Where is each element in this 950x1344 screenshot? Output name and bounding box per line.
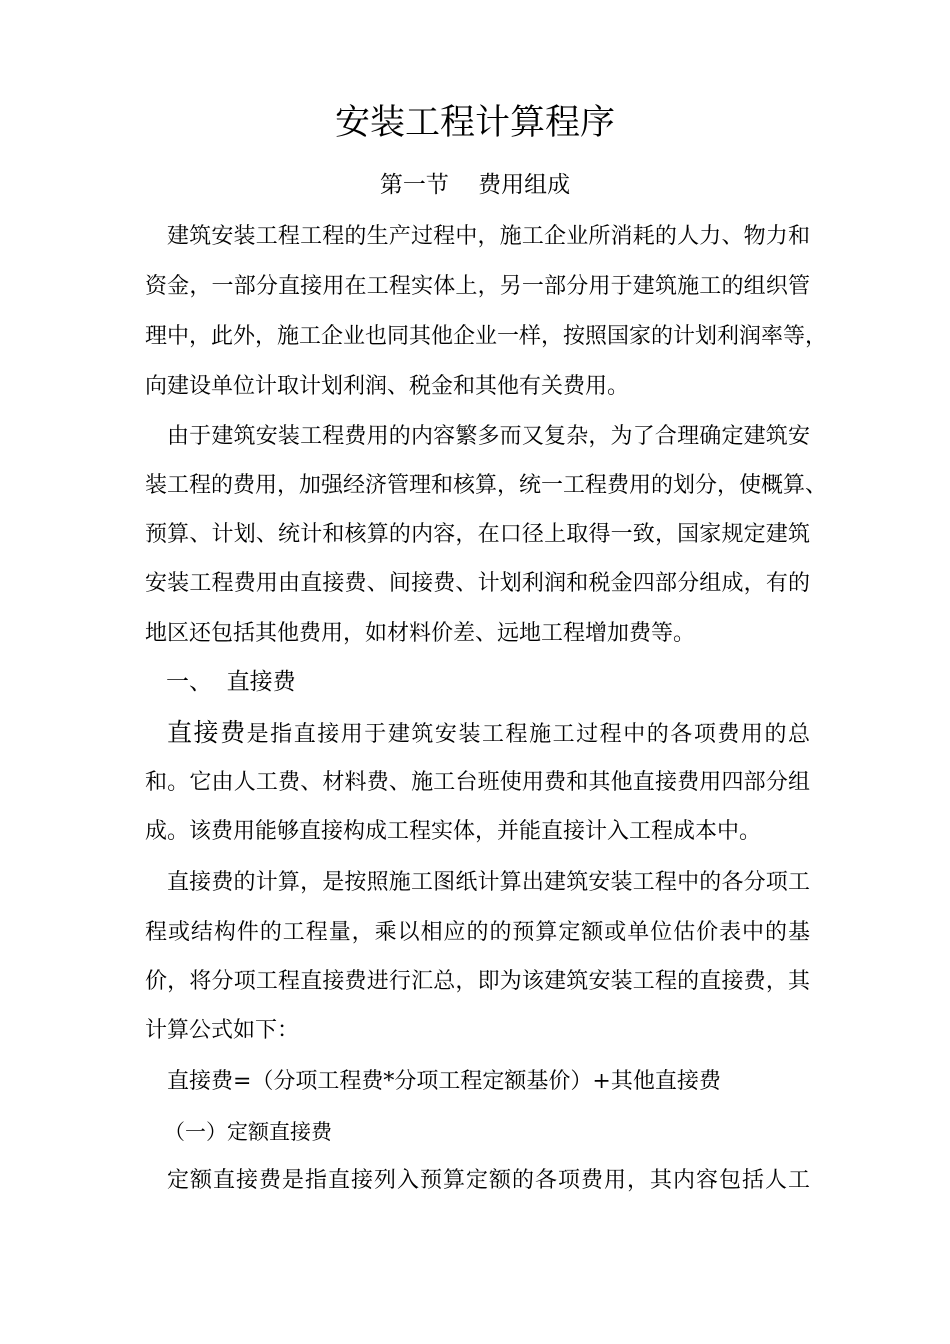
paragraph-text: 是指直接用于建筑安装工程施工过程中的各项费用的总 xyxy=(246,722,810,747)
paragraph-line: 直接费的计算，是按照施工图纸计算出建筑安装工程中的各分项工 xyxy=(167,870,810,895)
formula: 直接费=（分项工程费*分项工程定额基价）+其他直接费 xyxy=(167,1069,721,1094)
paragraph-line: 由于建筑安装工程费用的内容繁多而又复杂，为了合理确定建筑安 xyxy=(167,424,810,449)
paragraph-line: 定额直接费是指直接列入预算定额的各项费用，其内容包括人工 xyxy=(167,1168,810,1193)
paragraph-line: 地区还包括其他费用，如材料价差、远地工程增加费等。 xyxy=(145,621,696,646)
paragraph-line: 建筑安装工程工程的生产过程中，施工企业所消耗的人力、物力和 xyxy=(167,224,810,249)
document-title: 安装工程计算程序 xyxy=(334,103,615,143)
paragraph-line: 程或结构件的工程量，乘以相应的的预算定额或单位估价表中的基 xyxy=(145,920,810,945)
paragraph-line: 装工程的费用，加强经济管理和核算，统一工程费用的划分，使概算、 xyxy=(145,473,828,498)
paragraph-line: 资金，一部分直接用在工程实体上，另一部分用于建筑施工的组织管 xyxy=(145,274,810,299)
paragraph-line: 理中，此外，施工企业也同其他企业一样，按照国家的计划利润率等， xyxy=(145,324,828,349)
section-title: 第一节 费用组成 xyxy=(379,172,571,198)
paragraph-line: 向建设单位计取计划利润、税金和其他有关费用。 xyxy=(145,374,630,399)
paragraph-line: 价，将分项工程直接费进行汇总，即为该建筑安装工程的直接费，其 xyxy=(145,969,810,994)
paragraph-line xyxy=(167,718,810,750)
paragraph-line: 计算公式如下： xyxy=(145,1018,300,1043)
heading-quota-direct-cost: （一）定额直接费 xyxy=(164,1120,332,1144)
paragraph-line: 预算、计划、统计和核算的内容，在口径上取得一致，国家规定建筑 xyxy=(145,522,810,547)
paragraph-line: 安装工程费用由直接费、间接费、计划利润和税金四部分组成，有的 xyxy=(145,571,810,596)
heading-direct-cost: 一、 直接费 xyxy=(166,669,296,695)
paragraph-line: 和。它由人工费、材料费、施工台班使用费和其他直接费用四部分组 xyxy=(145,770,810,795)
term-direct-cost: 直接费 xyxy=(167,718,247,747)
paragraph-line: 成。该费用能够直接构成工程实体，并能直接计入工程成本中。 xyxy=(145,819,762,844)
